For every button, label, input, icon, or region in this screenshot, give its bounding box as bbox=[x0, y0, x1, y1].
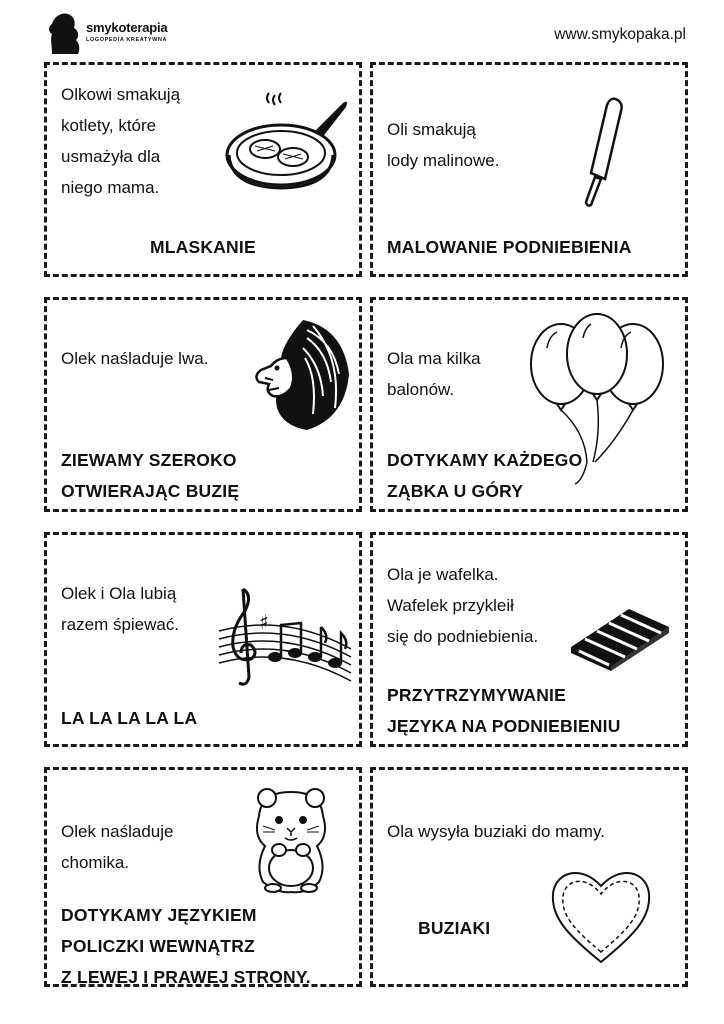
card-action: DOTYKAMY JĘZYKIEM POLICZKI WEWNĄTRZ Z LEWEJ I PRAWEJ STRONY. bbox=[61, 905, 311, 987]
card-kotlety bbox=[44, 62, 362, 277]
page-header bbox=[0, 0, 724, 62]
card-action: ZIEWAMY SZEROKO OTWIERAJĄC BUZIĘ bbox=[61, 450, 240, 501]
card-wafelek bbox=[370, 532, 688, 747]
card-action: LA LA LA LA LA bbox=[61, 708, 198, 728]
card-sentence: Oli smakują lody malinowe. bbox=[387, 120, 500, 170]
child-silhouette-logo-icon bbox=[46, 10, 86, 54]
logo-name: smykoterapia bbox=[86, 20, 168, 35]
card-sentence: Ola ma kilka balonów. bbox=[387, 349, 481, 399]
card-action: MLASKANIE bbox=[150, 237, 256, 257]
card-sentence: Olek naśladuje lwa. bbox=[61, 349, 209, 368]
card-action: DOTYKAMY KAŻDEGO ZĄBKA U GÓRY bbox=[387, 450, 583, 501]
lion-icon bbox=[243, 318, 351, 430]
card-buziaki bbox=[370, 767, 688, 987]
card-spiew bbox=[44, 532, 362, 747]
card-action: PRZYTRZYMYWANIE JĘZYKA NA PODNIEBIENIU bbox=[387, 685, 621, 736]
card-sentence: Olkowi smakują kotlety, które usmażyła dla niego mama. bbox=[61, 85, 181, 197]
site-url[interactable]: www.smykopaka.pl bbox=[554, 26, 686, 43]
card-sentence: Ola wysyła buziaki do mamy. bbox=[387, 822, 605, 841]
balloons-icon bbox=[525, 312, 669, 488]
ice-cream-icon bbox=[581, 97, 623, 209]
wafer-icon bbox=[569, 607, 673, 671]
svg-text:♯: ♯ bbox=[259, 610, 269, 634]
logo-tagline: LOGOPEDIA KREATYWNA bbox=[86, 37, 168, 43]
card-sentence: Olek i Ola lubią razem śpiewać. bbox=[61, 584, 180, 634]
card-action: MALOWANIE PODNIEBIENIA bbox=[387, 237, 632, 257]
music-notes-icon bbox=[219, 589, 351, 699]
card-lody bbox=[370, 62, 688, 277]
logo bbox=[46, 10, 186, 56]
card-lew bbox=[44, 297, 362, 512]
card-sentence: Ola je wafelka. Wafelek przykleił się do podniebienia. bbox=[387, 565, 539, 646]
card-action: BUZIAKI bbox=[418, 918, 491, 938]
heart-icon bbox=[549, 862, 653, 966]
card-balony bbox=[370, 297, 688, 512]
card-chomik bbox=[44, 767, 362, 987]
frying-pan-icon bbox=[223, 93, 351, 193]
hamster-icon bbox=[249, 786, 333, 894]
card-sentence: Olek naśladuje chomika. bbox=[61, 822, 174, 872]
